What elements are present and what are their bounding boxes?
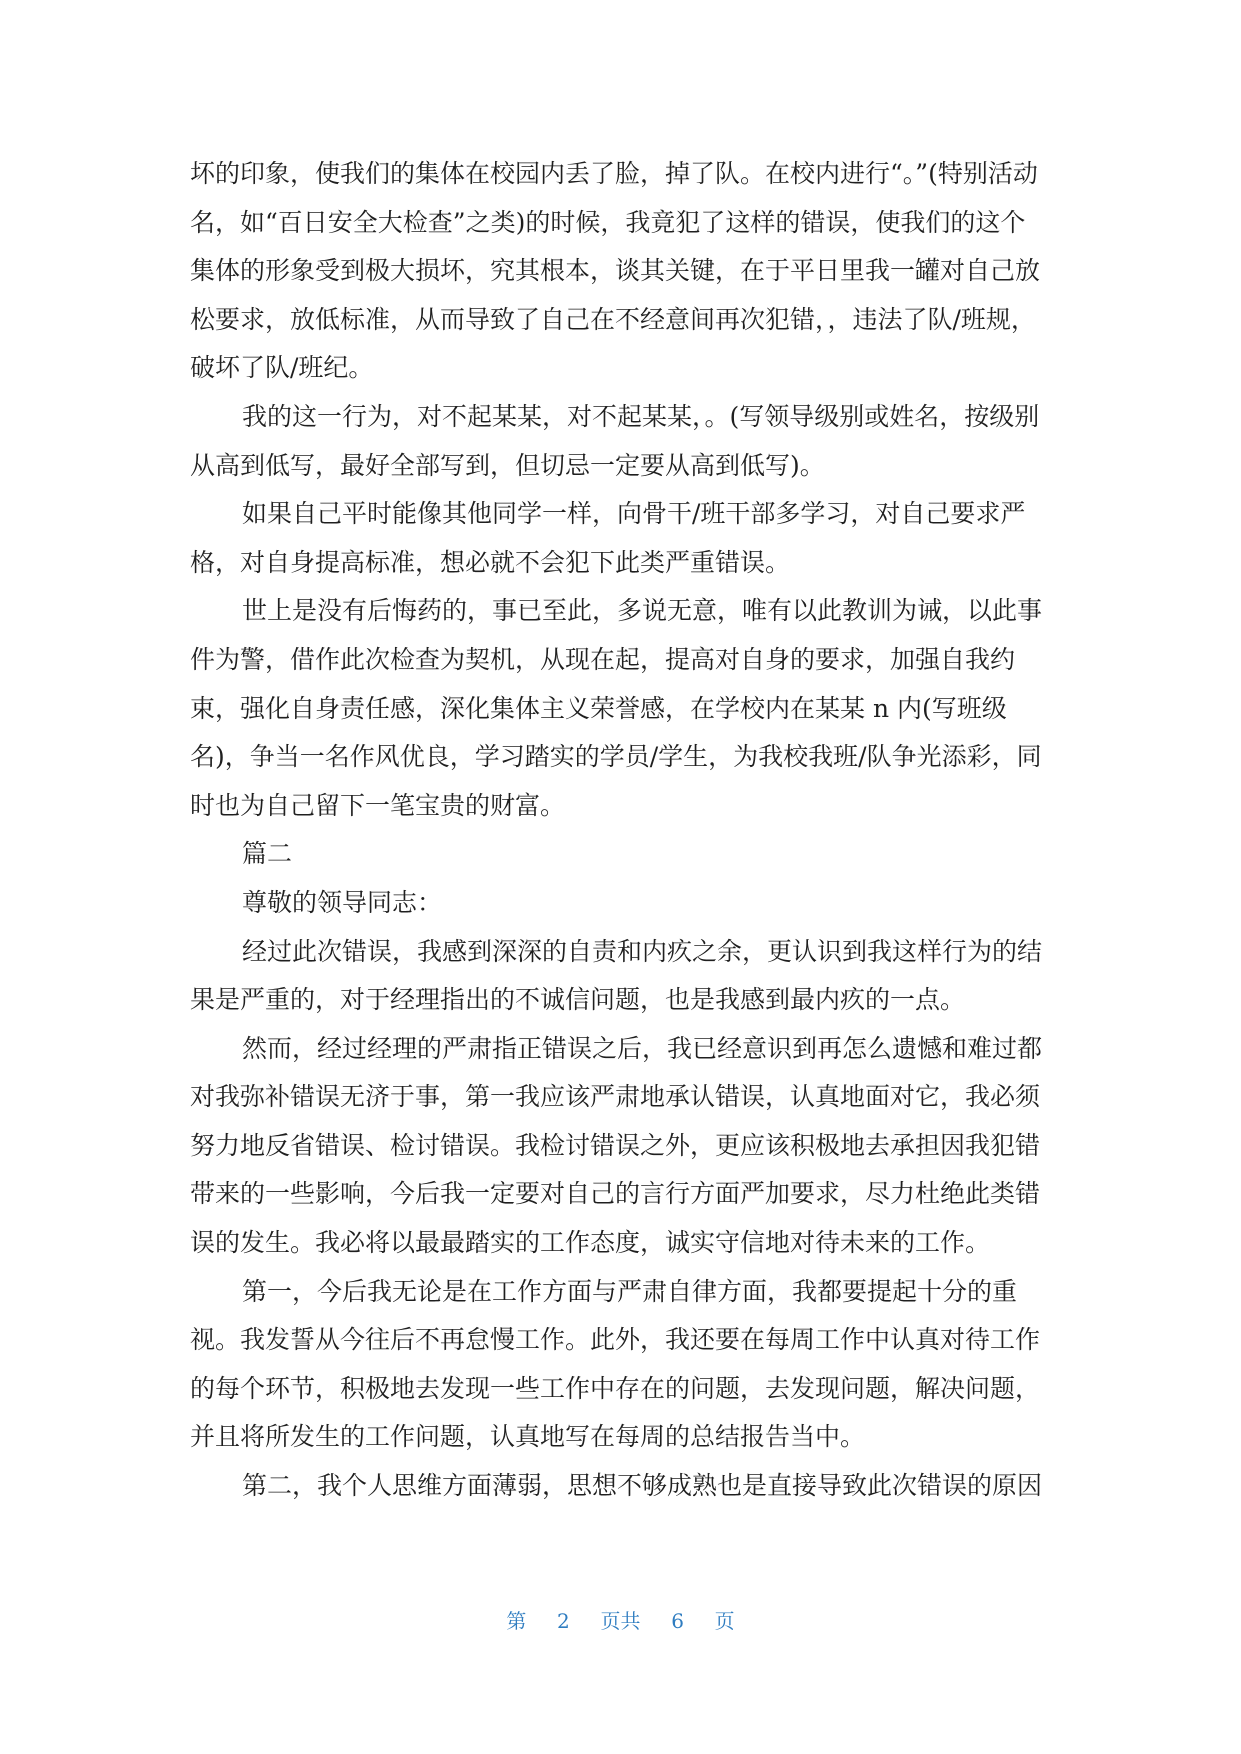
footer-suffix: 页 bbox=[714, 1609, 735, 1633]
paragraph-3: 如果自己平时能像其他同学一样，向骨干/班干部多学习，对自己要求严格，对自身提高标准，想必就不会犯下此类严重错误。 bbox=[190, 499, 1026, 577]
footer-prefix: 第 bbox=[506, 1609, 527, 1633]
salutation: 尊敬的领导同志： bbox=[242, 887, 443, 917]
paragraph-8: 第二，我个人思维方面薄弱，思想不够成熟也是直接导致此次错误的原因 bbox=[242, 1471, 1043, 1501]
paragraph-5: 经过此次错误，我感到深深的自责和内疚之余，更认识到我这样行为的结果是严重的，对于经理指出的不诚信问题，也是我感到最内疚的一点。 bbox=[190, 936, 1043, 1015]
current-page-number: 2 bbox=[557, 1609, 570, 1633]
paragraph-7: 第一，今后我无论是在工作方面与严肃自律方面，我都要提起十分的重视。我发誓从今往后不再怠慢工作。此外，我还要在每周工作中认真对待工作的每个环节，积极地去发现一些工作中存在的问题，去发现问题，解决问题，并且将所发生的工作问题，认真地写在每周的总结报告当中。 bbox=[190, 1276, 1041, 1452]
section-heading: 篇二 bbox=[242, 839, 293, 869]
page-footer bbox=[0, 1605, 1241, 1634]
document-body bbox=[190, 150, 1050, 1511]
paragraph-6: 然而，经过经理的严肃指正错误之后，我已经意识到再怎么遗憾和难过都对我弥补错误无济于事，第一我应该严肃地承认错误，认真地面对它，我必须努力地反省错误、检讨错误。我检讨错误之外，更应该积极地去承担因我犯错带来的一些影响，今后我一定要对自己的言行方面严加要求，尽力杜绝此类错误的发生。我必将以最最踏实的工作态度，诚实守信地对待未来的工作。 bbox=[190, 1033, 1043, 1258]
paragraph-2: 我的这一行为，对不起某某，对不起某某，。(写领导级别或姓名，按级别从高到低写，最好全部写到，但切忌一定要从高到低写)。 bbox=[190, 401, 1040, 480]
total-pages-number: 6 bbox=[671, 1609, 684, 1633]
paragraph-1: 坏的印象，使我们的集体在校园内丢了脸，掉了队。在校内进行“。”(特别活动名，如“百日安全大检查”之类)的时候，我竟犯了这样的错误，使我们的这个集体的形象受到极大损坏，究其根本，谈其关键，在于平日里我一罐对自己放松要求，放低标准，从而导致了自己在不经意间再次犯错，，违法了队/班规，破坏了队/班纪。 bbox=[190, 159, 1041, 383]
paragraph-4: 世上是没有后悔药的，事已至此，多说无意，唯有以此教训为诫，以此事件为警，借作此次检查为契机，从现在起，提高对自身的要求，加强自我约束，强化自身责任感，深化集体主义荣誉感，在学校内在某某 n 内(写班级名)，争当一名作风优良，学习踏实的学员/学生，为我校我班/队争光添彩，同时也为自己留下一笔宝贵的财富。 bbox=[190, 596, 1043, 820]
footer-middle: 页共 bbox=[600, 1609, 641, 1633]
